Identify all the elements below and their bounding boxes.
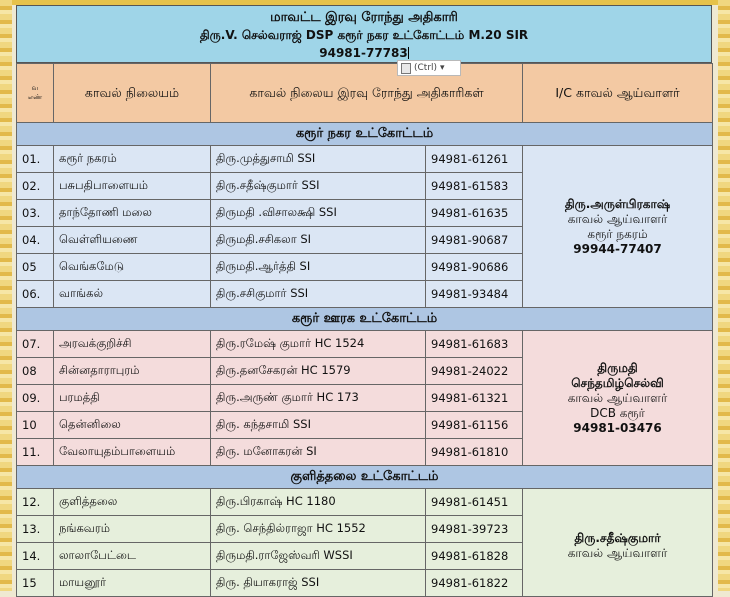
row-officer: திரு. கந்தசாமி SSI	[211, 412, 426, 439]
ic-name: திரு.சதீஷ்குமார்	[574, 531, 661, 545]
row-phone: 94981-90686	[426, 254, 523, 281]
row-phone: 94981-90687	[426, 227, 523, 254]
row-no: 14.	[17, 543, 54, 570]
ic-name: திரு.அருள்பிரகாஷ்	[564, 196, 671, 211]
chevron-down-icon: ▾	[440, 63, 445, 73]
row-officer: திரு. செந்தில்ராஜா HC 1552	[211, 516, 426, 543]
frame-left-border	[0, 0, 12, 591]
row-no: 06.	[17, 281, 54, 308]
row-officer: திரு.அருண் குமார் HC 173	[211, 385, 426, 412]
header-officer: காவல் நிலைய இரவு ரோந்து அதிகாரிகள்	[211, 64, 523, 123]
row-no: 11.	[17, 439, 54, 466]
ic-designation: காவல் ஆய்வாளர்	[567, 211, 668, 226]
row-station: வெங்கமேடு	[54, 254, 211, 281]
row-station: தாந்தோணி மலை	[54, 200, 211, 227]
row-station: வெள்ளியணை	[54, 227, 211, 254]
row-officer: திருமதி.சசிகலா SI	[211, 227, 426, 254]
row-phone: 94981-24022	[426, 358, 523, 385]
row-station: லாலாபேட்டை	[54, 543, 211, 570]
row-no: 08	[17, 358, 54, 385]
header-ic: I/C காவல் ஆய்வாளர்	[523, 64, 713, 123]
row-officer: திரு.ரமேஷ் குமார் HC 1524	[211, 331, 426, 358]
ic-name: செந்தமிழ்செல்வி	[571, 375, 664, 390]
row-no: 01.	[17, 146, 54, 173]
section-header: குளித்தலை உட்கோட்டம்	[17, 466, 713, 489]
header-station: காவல் நிலையம்	[54, 64, 211, 123]
ic-phone: 94981-03476	[573, 420, 662, 435]
row-officer: திரு.தனசேகரன் HC 1579	[211, 358, 426, 385]
row-officer: திரு.சதீஷ்குமார் SSI	[211, 173, 426, 200]
ic-officer-cell	[523, 331, 713, 466]
row-station: சின்னதாராபுரம்	[54, 358, 211, 385]
row-station: குளித்தலை	[54, 489, 211, 516]
row-phone: 94981-61810	[426, 439, 523, 466]
table-row	[17, 331, 713, 358]
ic-designation: காவல் ஆய்வாளர்	[567, 546, 668, 560]
row-phone: 94981-93484	[426, 281, 523, 308]
ic-title: திருமதி	[597, 360, 638, 375]
row-officer: திருமதி.ஆர்த்தி SI	[211, 254, 426, 281]
paste-options-button[interactable]	[397, 60, 461, 76]
row-phone: 94981-61635	[426, 200, 523, 227]
row-phone: 94981-61451	[426, 489, 523, 516]
row-station: அரவக்குறிச்சி	[54, 331, 211, 358]
row-no: 07.	[17, 331, 54, 358]
paste-options-label: (Ctrl)	[414, 63, 438, 73]
row-officer: திரு. மனோகரன் SI	[211, 439, 426, 466]
row-station: வாங்கல்	[54, 281, 211, 308]
row-no: 10	[17, 412, 54, 439]
row-station: பசுபதிபாளையம்	[54, 173, 211, 200]
ic-station: DCB கரூர்	[590, 405, 645, 420]
frame-right-border	[718, 0, 730, 591]
row-no: 15	[17, 570, 54, 597]
row-phone: 94981-61822	[426, 570, 523, 597]
title-line-2: திரு.V. செல்வராஜ் DSP கரூர் நகர உட்கோட்டம் M.20 SIR	[199, 28, 529, 42]
row-officer: திருமதி .விசாலக்ஷி SSI	[211, 200, 426, 227]
duty-table	[16, 63, 713, 597]
row-officer: திரு.சசிகுமார் SSI	[211, 281, 426, 308]
table-row	[17, 489, 713, 516]
row-officer: திரு.பிரகாஷ் HC 1180	[211, 489, 426, 516]
row-no: 03.	[17, 200, 54, 227]
ic-officer-cell	[523, 489, 713, 597]
row-no: 09.	[17, 385, 54, 412]
title-line-1: மாவட்ட இரவு ரோந்து அதிகாரி	[270, 10, 458, 25]
row-phone: 94981-61261	[426, 146, 523, 173]
title-line-3[interactable]: 94981-77783	[319, 46, 408, 60]
row-no: 12.	[17, 489, 54, 516]
row-phone: 94981-61583	[426, 173, 523, 200]
row-no: 02.	[17, 173, 54, 200]
header-row	[17, 64, 713, 123]
row-station: பரமத்தி	[54, 385, 211, 412]
row-phone: 94981-61828	[426, 543, 523, 570]
table-row	[17, 146, 713, 173]
row-phone: 94981-39723	[426, 516, 523, 543]
ic-designation: காவல் ஆய்வாளர்	[567, 390, 668, 405]
ic-phone: 99944-77407	[573, 241, 662, 256]
row-no: 05	[17, 254, 54, 281]
row-no: 04.	[17, 227, 54, 254]
row-station: நங்கவரம்	[54, 516, 211, 543]
ic-officer-cell	[523, 146, 713, 308]
row-officer: திரு.முத்துசாமி SSI	[211, 146, 426, 173]
row-station: கரூர் நகரம்	[54, 146, 211, 173]
row-no: 13.	[17, 516, 54, 543]
row-station: தென்னிலை	[54, 412, 211, 439]
row-station: மாயனூர்	[54, 570, 211, 597]
header-sno: வ எண்	[17, 64, 54, 123]
section-header: கரூர் நகர உட்கோட்டம்	[17, 123, 713, 146]
row-station: வேலாயுதம்பாளையம்	[54, 439, 211, 466]
row-officer: திருமதி.ராஜேஸ்வரி WSSI	[211, 543, 426, 570]
row-phone: 94981-61156	[426, 412, 523, 439]
duty-sheet	[16, 5, 712, 597]
ic-station: கரூர் நகரம்	[587, 226, 648, 241]
row-officer: திரு. தியாகராஜ் SSI	[211, 570, 426, 597]
row-phone: 94981-61683	[426, 331, 523, 358]
title-block	[16, 5, 712, 63]
row-phone: 94981-61321	[426, 385, 523, 412]
section-header: கரூர் ஊரக உட்கோட்டம்	[17, 308, 713, 331]
text-cursor	[408, 47, 409, 59]
clipboard-icon	[401, 63, 411, 74]
